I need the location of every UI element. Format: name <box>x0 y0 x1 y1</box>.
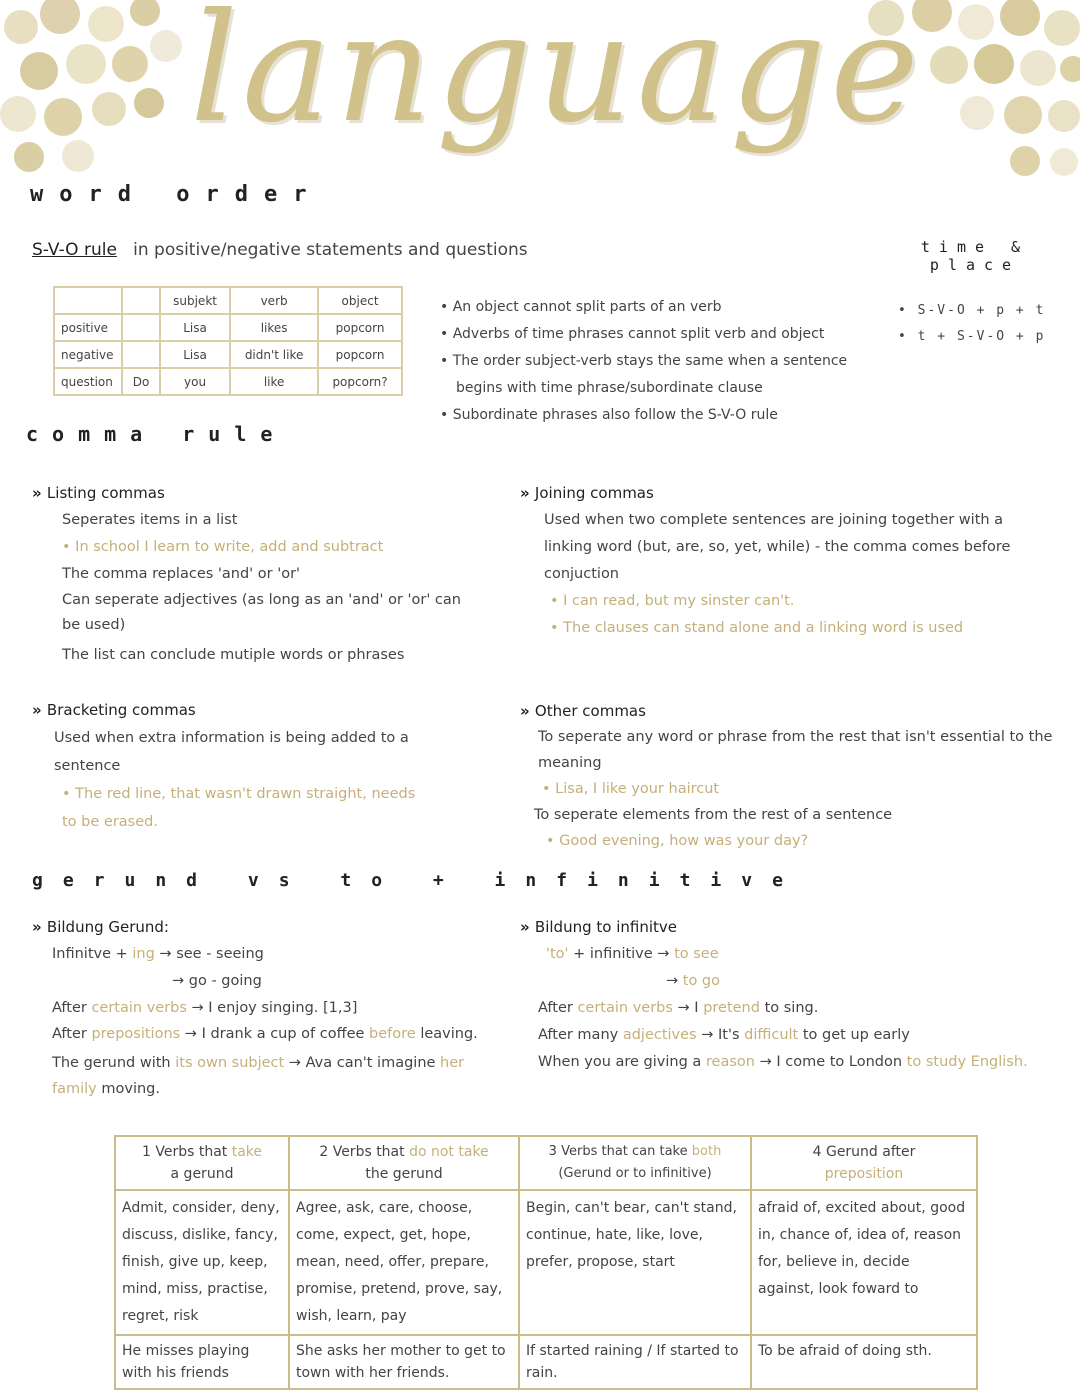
time-place-label: time & place <box>920 238 1030 274</box>
text: The gerund with <box>52 1055 176 1071</box>
table-header-row <box>54 287 402 314</box>
gerund-rule: Infinitve + ing → see - seeing <box>52 946 264 962</box>
table-cell: afraid of, excited about, good in, chance of, idea of, reason for, believe in, decide against, look foward to <box>751 1190 977 1335</box>
text: Verbs that <box>332 1144 410 1160</box>
listing-commas-block <box>32 480 462 669</box>
note-item: • Subordinate phrases also follow the S-V-O rule <box>440 402 890 429</box>
verb-table <box>114 1135 978 1390</box>
table-cell: Lisa <box>160 314 230 341</box>
text: to get up early <box>798 1027 910 1043</box>
table-cell: Begin, can't bear, can't stand, continue, hate, like, love, prefer, propose, start <box>519 1190 751 1335</box>
table-cell: positive <box>54 314 122 341</box>
table-cell: Do <box>122 368 160 395</box>
bildung-gerund-title: » Bildung Gerund: <box>32 914 502 941</box>
text: to sing. <box>759 1000 819 1016</box>
highlight: pretend <box>703 1000 760 1016</box>
table-header-cell <box>115 1136 289 1190</box>
text: → I <box>672 1000 704 1016</box>
highlight: both <box>691 1144 722 1159</box>
table-row <box>54 314 402 341</box>
listing-line: The list can conclude mutiple words or phrases <box>62 647 405 663</box>
text: After <box>52 1000 92 1016</box>
table-header-cell <box>751 1136 977 1190</box>
table-cell: If started raining / If started to rain. <box>519 1335 751 1389</box>
text: After <box>52 1026 92 1042</box>
text: → I drank a cup of coffee <box>180 1026 370 1042</box>
listing-line: Can seperate adjectives (as long as an 'and' or 'or' can be used) <box>62 592 461 633</box>
text: Verbs that can take <box>561 1144 692 1159</box>
table-header-cell <box>519 1136 751 1190</box>
other-example: • Lisa, I like your haircut <box>520 776 1060 802</box>
other-example: • Good evening, how was your day? <box>520 828 1060 854</box>
gerund-rule-text: Infinitve + <box>52 946 133 962</box>
other-line: To seperate any word or phrase from the rest that isn't essential to the meaning <box>538 729 1053 771</box>
highlight: prepositions <box>91 1026 181 1042</box>
gerund-ex: see - seeing <box>176 946 264 962</box>
other-commas-block <box>520 698 1060 854</box>
bracketing-commas-block <box>32 696 462 836</box>
highlight: to study English. <box>906 1054 1028 1070</box>
text: → It's <box>696 1027 745 1043</box>
highlight: adjectives <box>622 1027 697 1043</box>
time-place-item: • t + S-V-O + p <box>898 324 1045 350</box>
joining-example: • I can read, but my sinster can't. <box>520 588 1050 615</box>
highlight: her family <box>52 1055 465 1097</box>
table-cell: Admit, consider, deny, discuss, dislike, fancy, finish, give up, keep, mind, miss, practise, regret, risk <box>115 1190 289 1335</box>
infinitive-line-3 <box>520 1049 1040 1075</box>
infinitive-line-2 <box>520 1022 1040 1049</box>
listing-line: Seperates items in a list <box>62 512 238 528</box>
svo-rule-text: in positive/negative statements and questions <box>133 240 528 260</box>
text: leaving. <box>415 1026 478 1042</box>
highlight: to go <box>682 973 721 989</box>
listing-commas-title: » Listing commas <box>32 480 462 507</box>
section-gerund: gerund vs to + infinitive <box>32 870 803 891</box>
note-item: • The order subject-verb stays the same when a sentence begins with time phrase/subordinate clause <box>440 348 890 402</box>
other-commas-title: » Other commas <box>520 698 1060 724</box>
infinitive-rule <box>520 941 1040 968</box>
text: a gerund <box>170 1166 234 1182</box>
table-cell: Agree, ask, care, choose, come, expect, get, hope, mean, need, offer, prepare, promise, pretend, prove, say, wish, learn, pay <box>289 1190 519 1335</box>
text: After <box>538 1000 578 1016</box>
table-cell: Lisa <box>160 341 230 368</box>
bracketing-example: • The red line, that wasn't drawn straight, needs to be erased. <box>32 780 462 836</box>
text: → I enjoy singing. [1,3] <box>186 1000 358 1016</box>
infinitive-rule-2: → to go <box>666 973 721 989</box>
bracketing-line: Used when extra information is being added to a sentence <box>54 730 409 774</box>
text: When you are giving a <box>538 1054 706 1070</box>
table-cell <box>122 314 160 341</box>
highlight: its own subject <box>175 1055 285 1071</box>
highlight: take <box>231 1144 263 1160</box>
table-header-cell <box>289 1136 519 1190</box>
highlight: before <box>369 1026 416 1042</box>
table-header-cell: verb <box>230 287 318 314</box>
table-cell: He misses playing with his friends <box>115 1335 289 1389</box>
table-row <box>115 1190 977 1335</box>
table-header-cell: subjekt <box>160 287 230 314</box>
time-place-list <box>898 298 1045 350</box>
gerund-ex: go - going <box>188 973 262 989</box>
number-badge: 1 <box>141 1144 151 1160</box>
number-badge: 4 <box>812 1144 822 1160</box>
highlight: certain verbs <box>577 1000 673 1016</box>
svo-table <box>53 286 403 396</box>
other-line: To seperate elements from the rest of a sentence <box>534 807 893 823</box>
section-comma-rule: comma rule <box>26 422 287 446</box>
gerund-line-1 <box>32 995 502 1022</box>
text: moving. <box>96 1081 160 1097</box>
highlight: do not take <box>409 1144 489 1160</box>
table-cell: negative <box>54 341 122 368</box>
highlight: preposition <box>824 1166 904 1182</box>
table-header-row <box>115 1136 977 1190</box>
time-place-item: • S-V-O + p + t <box>898 298 1045 324</box>
bildung-gerund-block <box>32 914 502 1102</box>
number-badge: 3 <box>548 1144 557 1159</box>
svo-rule-heading <box>32 240 528 260</box>
table-cell: question <box>54 368 122 395</box>
text: the gerund <box>365 1166 443 1182</box>
word-order-notes <box>440 294 890 429</box>
table-cell: popcorn <box>318 314 402 341</box>
gerund-rule-2: → go - going <box>172 973 262 989</box>
infinitive-line-1 <box>520 995 1040 1022</box>
highlight: 'to' <box>546 946 569 962</box>
note-item: • Adverbs of time phrases cannot split verb and object <box>440 321 890 348</box>
highlight: reason <box>705 1054 755 1070</box>
bracketing-commas-title: » Bracketing commas <box>32 696 462 724</box>
table-row <box>54 368 402 395</box>
svo-rule-label: S-V-O rule <box>32 240 117 260</box>
table-cell: popcorn <box>318 341 402 368</box>
note-item: • An object cannot split parts of an verb <box>440 294 890 321</box>
joining-example: • The clauses can stand alone and a linking word is used <box>520 615 1050 642</box>
highlight: difficult <box>744 1027 799 1043</box>
joining-line: Used when two complete sentences are joining together with a linking word (but, are, so, yet, while) - the comma comes before conjuction <box>544 512 1011 582</box>
table-header-cell <box>54 287 122 314</box>
number-badge: 2 <box>319 1144 329 1160</box>
table-row <box>115 1335 977 1389</box>
table-cell: popcorn? <box>318 368 402 395</box>
text: + infinitive → <box>568 946 675 962</box>
highlight: to see <box>674 946 719 962</box>
table-cell: likes <box>230 314 318 341</box>
table-cell: To be afraid of doing sth. <box>751 1335 977 1389</box>
table-header-cell <box>122 287 160 314</box>
listing-line: The comma replaces 'and' or 'or' <box>62 566 301 582</box>
text: After many <box>538 1027 623 1043</box>
table-cell: didn't like <box>230 341 318 368</box>
text: → I come to London <box>754 1054 907 1070</box>
gerund-line-2 <box>32 1022 502 1046</box>
text: → Ava can't imagine <box>284 1055 441 1071</box>
table-cell: She asks her mother to get to town with her friends. <box>289 1335 519 1389</box>
page-title: language <box>190 0 923 156</box>
table-cell: you <box>160 368 230 395</box>
table-cell <box>122 341 160 368</box>
table-row <box>54 341 402 368</box>
table-header-cell: object <box>318 287 402 314</box>
bildung-infinitive-title: » Bildung to infinitve <box>520 914 1040 941</box>
joining-commas-block <box>520 480 1050 642</box>
bildung-infinitive-block <box>520 914 1040 1075</box>
table-cell: like <box>230 368 318 395</box>
text: Gerund after <box>825 1144 916 1160</box>
listing-example: • In school I learn to write, add and subtract <box>32 534 462 561</box>
section-word-order: word order <box>30 182 323 207</box>
highlight: certain verbs <box>91 1000 187 1016</box>
gerund-line-3 <box>32 1050 502 1102</box>
text: Verbs that <box>155 1144 232 1160</box>
joining-commas-title: » Joining commas <box>520 480 1050 507</box>
gerund-rule-ing: ing <box>132 946 155 962</box>
text: (Gerund or to infinitive) <box>558 1166 712 1181</box>
